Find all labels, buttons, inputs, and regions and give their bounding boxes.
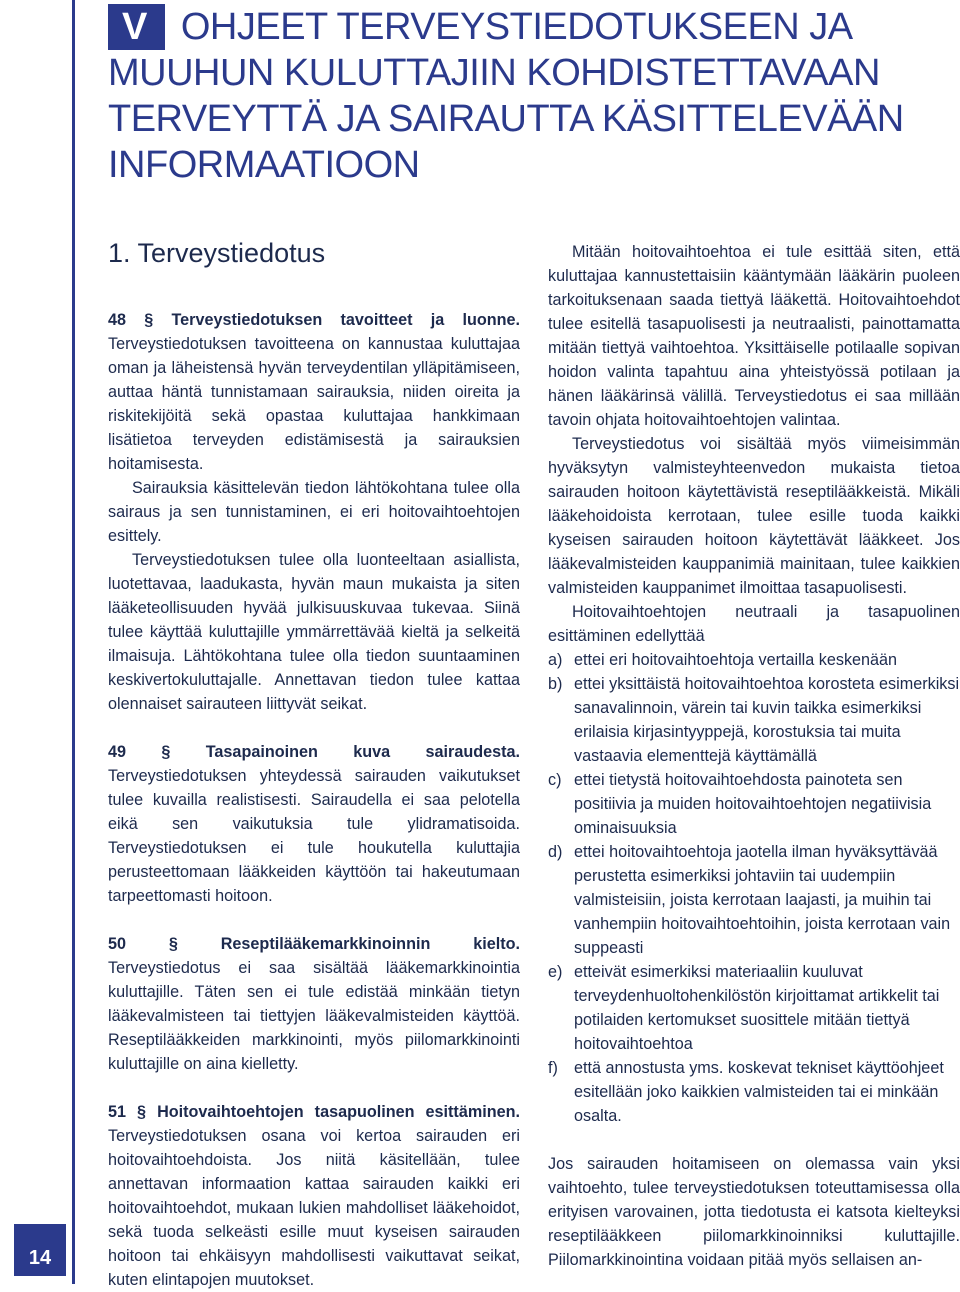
section-51-text: Terveystiedotuksen osana voi kertoa sairauden eri hoitovaihtoehdoista. Jos niitä käsitellään, tulee annettavan informaation kattaa sairauden kaikki eri hoitovaihtoehdot, mukaan lukien mahdolliset lääkehoidot, sekä tuoda selkeästi esille muut kyseisen sairauden hoitoon tai ehkäisyyn mahdollisesti vaikuttavat seikat, kuten elintapojen muutokset.: [108, 1127, 520, 1289]
list-item: c) ettei tietystä hoitovaihtoehdosta painoteta sen positiivia ja muiden hoitovaihtoehtojen negatiivisia ominaisuuksia: [548, 771, 932, 837]
chapter-heading: [108, 4, 948, 188]
paragraph-48: [108, 308, 520, 476]
chapter-number: V: [108, 4, 165, 50]
paragraph-50: [108, 932, 520, 1076]
list-item: e) etteivät esimerkiksi materiaaliin kuuluvat terveydenhuoltohenkilöstön kirjoittamat artikkelit tai potilaiden kertomukset suosittele mitään tiettyä hoitovaihtoehtoa: [548, 963, 940, 1053]
section-48-text: Terveystiedotuksen tavoitteena on kannustaa kuluttajaa oman ja läheistensä hyvän terveydentilan ylläpitämiseen, auttaa häntä tunnistamaan sairauksia, niiden oireita ja riskitekijöitä sekä opastaa kuluttajaa hankkimaan lisätietoa terveyden edistämisestä ja sairauksien hoitamisesta.: [108, 335, 520, 473]
section-50-heading: 50 § Reseptilääkemarkkinoinnin kielto.: [108, 935, 520, 953]
page-number: 14: [14, 1224, 66, 1276]
right-paragraph-2: Terveystiedotus voi sisältää myös viimeisimmän hyväksytyn valmisteyhteenvedon mukaista tietoa sairauden hoitoon käytettävistä reseptilääkkeistä. Mikäli lääkehoidoista kerrotaan, tulee esille tuoda kaikki kyseisen sairauden hoitoon käytettävät lääkkeet. Jos lääkevalmisteiden kauppanimiä mainitaan, tulee kaikkien valmisteiden kauppanimet ilmoittaa tasapuolisesti.: [548, 435, 960, 597]
paragraph-48-2: Sairauksia käsittelevän tiedon lähtökohtana tulee olla sairaus ja sen tunnistaminen, ei eri hoitovaihtoehtojen esittely.: [108, 479, 520, 545]
section-48-heading: 48 § Terveystiedotuksen tavoitteet ja luonne.: [108, 311, 520, 329]
right-column: [548, 240, 960, 1272]
section-50-text: Terveystiedotus ei saa sisältää lääkemarkkinointia kuluttajille. Täten sen ei tule edistää minkään tietyn lääkevalmisteen tai tiettyjen lääkevalmisteiden käyttöä. Reseptilääkkeiden markkinointi, myös piilomarkkinointi kuluttajille on aina kielletty.: [108, 959, 520, 1073]
right-paragraph-3: Hoitovaihtoehtojen neutraali ja tasapuolinen esittäminen edellyttää: [548, 603, 960, 645]
paragraph-51: [108, 1100, 520, 1292]
section-49-text: Terveystiedotuksen yhteydessä sairauden vaikutukset tulee kuvailla realistisesti. Sairaudella ei saa pelotella eikä sen vaikutuksia tule ylidramatisoida. Terveystiedotuksen ei tule houkutella kuluttajia perusteettomaan lääkkeiden käyttöön tai hakeutumaan tarpeettomasti hoitoon.: [108, 767, 520, 905]
list-item: b) ettei yksittäistä hoitovaihtoehtoa korosteta esimerkiksi sanavalinnoin, värein tai kuvin taikka esimerkiksi erilaisia kirjasintyyppejä, korostuksia tai muita vastaavia elementtejä käyttämällä: [548, 675, 960, 765]
right-paragraph-4: Jos sairauden hoitamiseen on olemassa vain yksi vaihtoehto, tulee terveystiedotuksen toteuttamisessa olla erityisen varovainen, jotta tiedotusta ei katsota kielteyksi reseptilääkkeen piilomarkkinoinniksi kuluttajille. Piilomarkkinointina voidaan pitää myös sellaisen an-: [548, 1155, 960, 1269]
paragraph-48-3: Terveystiedotuksen tulee olla luonteeltaan asiallista, luotettavaa, laadukasta, hyvän maun mukaista ja siten lääketeollisuuden hyvää julkisuuskuvaa tukevaa. Siinä tulee käyttää kuluttajille ymmärrettävää kieltä ja selkeitä ilmaisuja. Lähtökohtana tulee olla tiedon suuntaaminen keskivertokuluttajalle. Annettavan tiedon tulee kattaa olennaiset sairauteen liittyvät seikat.: [108, 551, 520, 713]
chapter-title: OHJEET TERVEYSTIEDOTUKSEEN JA MUUHUN KULUTTAJIIN KOHDISTETTAVAAN TERVEYTTÄ JA SAIRAUTTA KÄSITTELEVÄÄN INFORMAATIOON: [108, 6, 904, 186]
list-item: a) ettei eri hoitovaihtoehtoja vertailla keskenään: [548, 651, 898, 669]
section-51-heading: 51 § Hoitovaihtoehtojen tasapuolinen esittäminen.: [108, 1103, 520, 1121]
list-item: f) että annostusta yms. koskevat tekniset käyttöohjeet esitellään joko kaikkien valmisteiden tai ei minkään osalta.: [548, 1059, 944, 1125]
section-49-heading: 49 § Tasapainoinen kuva sairaudesta.: [108, 743, 520, 761]
requirements-list: [548, 648, 960, 1128]
right-paragraph-1: Mitään hoitovaihtoehtoa ei tule esittää siten, että kuluttajaa kannustettaisiin kääntymään lääkärin puoleen tarkoituksenaan saada tiettyä lääkettä. Hoitovaihtoehdot tulee esitellä tasapuolisesti ja neutraalisti, painottamatta mitään tiettyä vaihtoehtoa. Yksittäiselle potilaalle sopivan hoidon valinta tapahtuu aina yhteistyössä potilaan ja hänen lääkärinsä välillä. Terveystiedotus ei saa millään tavoin ohjata hoitovaihtoehtojen valintaa.: [548, 243, 960, 429]
list-item: d) ettei hoitovaihtoehtoja jaotella ilman hyväksyttävää perustetta esimerkiksi johtaviin tai uudempiin valmisteisiin, joista kerrotaan laajasti, ja muihin tai vanhempiin hoitovaihtoehtoihin, joista kerrotaan vain suppeasti: [548, 843, 951, 957]
paragraph-49: [108, 740, 520, 908]
left-margin-bar: [0, 0, 75, 1284]
left-column: [108, 308, 520, 1292]
section-title: 1. Terveystiedotus: [108, 238, 326, 268]
